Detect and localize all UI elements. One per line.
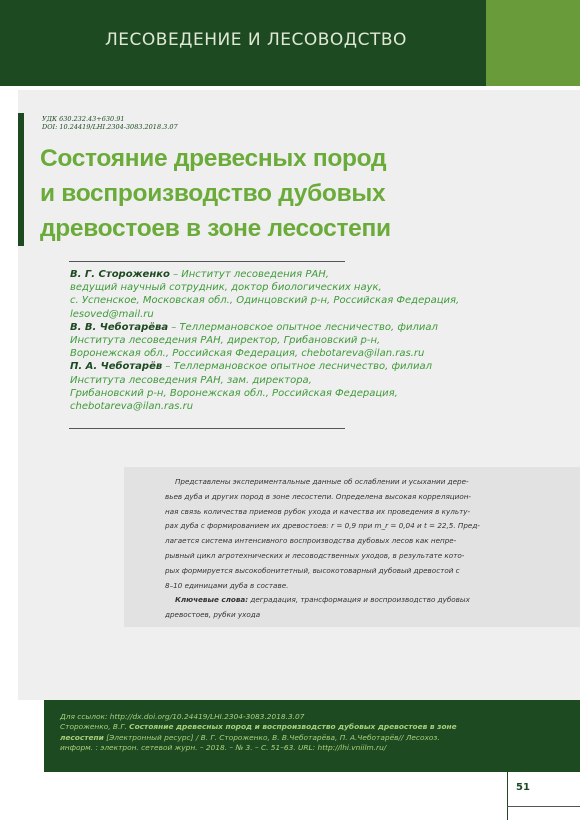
section-title: ЛЕСОВЕДЕНИЕ И ЛЕСОВОДСТВО — [105, 30, 407, 50]
title-accent-bar — [18, 113, 24, 246]
author-entry — [70, 268, 500, 321]
author-entry — [70, 360, 500, 413]
author-detail: ведущий научный сотрудник, доктор биологических наук, — [70, 282, 382, 294]
title-line: и воспроизводство дубовых — [40, 180, 386, 207]
abstract-line: рывный цикл агротехнических и лесоводственных уходов, в результате кото- — [165, 550, 465, 560]
citation-link-line: Для ссылок: http://dx.doi.org/10.24419/LHI.2304-3083.2018.3.07 — [60, 712, 305, 721]
authors-bottom-rule — [69, 428, 345, 429]
citation-title: Состояние древесных пород и воспроизводство дубовых древостоев в зоне — [129, 722, 457, 732]
page-number: 51 — [516, 782, 530, 793]
abstract-line: рах дуба с формированием их древостоев: r = 0,9 при m_r = 0,04 и t = 22,5. Пред- — [165, 521, 480, 531]
abstract-line: лагается система интенсивного воспроизводства дубовых лесов как непре- — [165, 536, 457, 546]
author-email: lesoved@mail.ru — [70, 308, 154, 320]
keywords-text: древостоев, рубки ухода — [165, 610, 261, 620]
authors-block — [70, 268, 500, 413]
abstract-text — [165, 475, 525, 593]
author-detail: с. Успенское, Московская обл., Одинцовский р-н, Российская Федерация, — [70, 295, 460, 307]
author-affiliation: – Институт лесоведения РАН, — [169, 269, 329, 280]
udk-code: УДК 630.232.43+630.91 — [42, 115, 125, 123]
keywords-label: Ключевые слова: — [175, 595, 249, 605]
header-accent-block — [486, 0, 580, 86]
abstract — [165, 475, 525, 623]
keywords-text: деградация, трансформация и воспроизводство дубовых — [248, 595, 470, 605]
abstract-line: Представлены экспериментальные данные об ослаблении и усыхании дере- — [175, 477, 469, 486]
author-detail: Грибановский р-н, Воронежская обл., Российская Федерация, — [70, 387, 398, 399]
footer-rule — [507, 806, 580, 807]
citation — [60, 712, 460, 754]
abstract-line: ная связь количества приемов рубок ухода и качества их проведения в культу- — [165, 506, 471, 516]
abstract-line: рых формируется высокобонитетный, высокотоварный дубовый древостой с — [165, 565, 460, 575]
footer-divider — [507, 772, 508, 820]
citation-source: информ. : электрон. сетевой журн. – 2018. – № 3. – С. 51–63. URL: http://lhi.vniilm.ru/ — [60, 743, 387, 753]
article-title — [40, 141, 420, 246]
author-detail: Воронежская обл., Российская Федерация, chebotareva@ilan.ras.ru — [70, 348, 425, 360]
citation-title: лесостепи — [60, 732, 104, 742]
title-line: Состояние древесных пород — [40, 145, 387, 172]
author-detail: Института лесоведения РАН, директор, Грибановский р-н, — [70, 335, 381, 347]
citation-source: [Электронный ресурс] / В. Г. Стороженко, В. В.Чеботарёва, П. А.Чеботарёв// Лесохоз. — [103, 732, 440, 742]
abstract-line: вьев дуба и других пород в зоне лесостепи. Определена высокая корреляцион- — [165, 491, 472, 501]
author-affiliation: – Теллермановское опытное лесничество, филиал — [168, 321, 438, 333]
authors-top-rule — [69, 261, 345, 262]
title-line: древостоев в зоне лесостепи — [40, 215, 391, 242]
keywords — [165, 593, 525, 623]
citation-authors: Стороженко, В.Г. — [60, 722, 130, 732]
author-name: В. Г. Стороженко — [70, 269, 170, 280]
author-entry — [70, 321, 500, 361]
doi-code: DOI: 10.24419/LHI.2304-3083.2018.3.07 — [42, 123, 178, 131]
article-meta — [42, 115, 178, 131]
author-name: П. А. Чеботарёв — [70, 361, 163, 373]
author-name: В. В. Чеботарёва — [70, 321, 169, 333]
abstract-line: 8–10 единицами дуба в составе. — [165, 580, 289, 590]
author-affiliation: – Теллермановское опытное лесничество, филиал — [162, 361, 432, 373]
author-detail: Института лесоведения РАН, зам. директора, — [70, 374, 312, 386]
author-email: chebotareva@ilan.ras.ru — [70, 401, 194, 413]
